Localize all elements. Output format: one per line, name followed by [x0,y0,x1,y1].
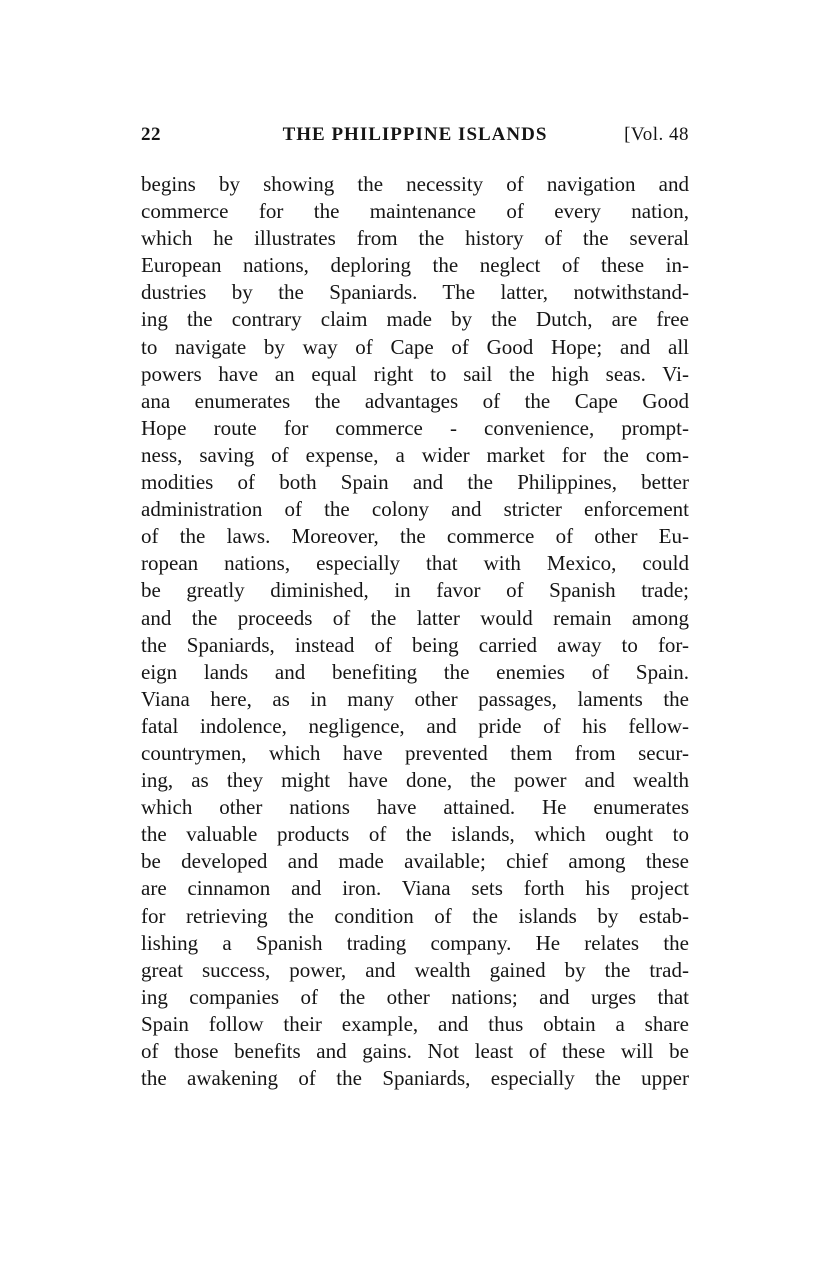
text-line: to navigate by way of Cape of Good Hope; and all [141,334,689,359]
text-line: and the proceeds of the latter would remain among [141,605,689,630]
volume-number: [Vol. 48 [624,124,689,145]
text-line: begins by showing the necessity of navigation and [141,172,689,196]
text-line: the awakening of the Spaniards, especially the upper [141,1066,689,1091]
text-line: which he illustrates from the history of the several [141,226,689,251]
text-line: commerce for the maintenance of every nation, [141,199,689,224]
text-line: dustries by the Spaniards. The latter, notwithstand- [141,280,689,305]
text-line: Hope route for commerce - convenience, prompt- [141,415,689,440]
text-line: administration of the colony and stricter enforcement [141,497,689,522]
text-line: European nations, deploring the neglect of these in- [141,253,689,278]
text-line: modities of both Spain and the Philippines, better [141,470,689,495]
text-line: ropean nations, especially that with Mexico, could [141,551,689,576]
text-line: lishing a Spanish trading company. He relates the [141,930,689,955]
text-line: for retrieving the condition of the islands by estab- [141,903,689,928]
text-line: fatal indolence, negligence, and pride of his fellow- [141,713,689,738]
body-paragraph [141,171,689,1092]
text-line: of the laws. Moreover, the commerce of other Eu- [141,524,689,549]
text-line: the Spaniards, instead of being carried away to for- [141,632,689,657]
text-line: ana enumerates the advantages of the Cape Good [141,388,689,413]
text-line: the valuable products of the islands, which ought to [141,822,689,847]
text-line: be greatly diminished, in favor of Spanish trade; [141,578,689,603]
text-line: Spain follow their example, and thus obtain a share [141,1011,689,1036]
text-line: eign lands and benefiting the enemies of Spain. [141,659,689,684]
text-line: powers have an equal right to sail the high seas. Vi- [141,361,689,386]
text-line: which other nations have attained. He enumerates [141,795,689,820]
text-line: ing the contrary claim made by the Dutch, are free [141,307,689,332]
page-number: 22 [141,124,161,145]
text-line: ing companies of the other nations; and urges that [141,984,689,1009]
text-line: countrymen, which have prevented them from secur- [141,740,689,765]
book-title: THE PHILIPPINE ISLANDS [282,124,548,145]
text-line: ing, as they might have done, the power and wealth [141,768,689,793]
running-header [141,124,689,154]
text-line: are cinnamon and iron. Viana sets forth his project [141,876,689,901]
text-line: ness, saving of expense, a wider market for the com- [141,442,689,467]
text-line: be developed and made available; chief among these [141,849,689,874]
text-line: of those benefits and gains. Not least of these will be [141,1039,689,1063]
text-line: great success, power, and wealth gained by the trad- [141,957,689,982]
text-line: Viana here, as in many other passages, laments the [141,686,689,711]
